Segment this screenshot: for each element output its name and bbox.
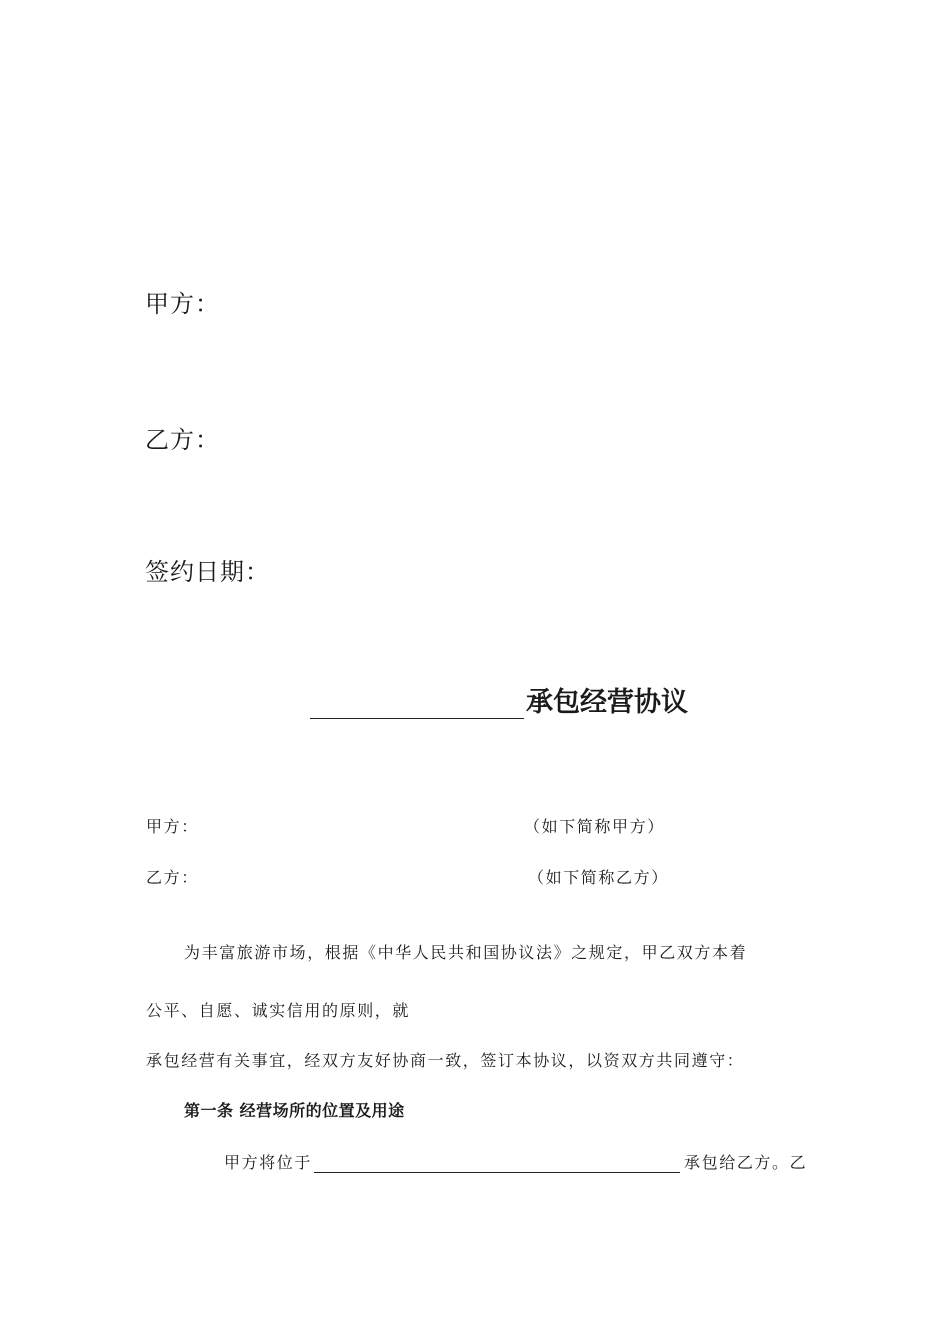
article-1-heading: 第一条 经营场所的位置及用途	[184, 1101, 405, 1120]
intro-line-2: 公平、自愿、诚实信用的原则，就	[146, 1001, 411, 1020]
cover-party-b-label: 乙方：	[145, 426, 220, 454]
article-1-suffix: 承包给乙方。乙	[684, 1153, 808, 1172]
cover-sign-date-label: 签约日期：	[145, 558, 270, 586]
intro-line-1: 为丰富旅游市场，根据《中华人民共和国协议法》之规定，甲乙双方本着	[184, 943, 748, 962]
cover-party-a-label: 甲方：	[145, 290, 220, 318]
agreement-title	[310, 680, 688, 719]
location-fill-line	[314, 1154, 680, 1173]
intro-line-3: 承包经营有关事宜，经双方友好协商一致，签订本协议，以资双方共同遵守：	[146, 1051, 745, 1070]
party-a-label: 甲方：	[146, 817, 199, 836]
party-a-note: （如下简称甲方）	[524, 817, 665, 836]
party-b-note: （如下简称乙方）	[528, 868, 669, 887]
agreement-title-text: 承包经营协议	[526, 687, 688, 718]
title-blank-line	[310, 688, 524, 719]
party-b-label: 乙方：	[146, 868, 199, 887]
article-1-line	[224, 1150, 807, 1173]
article-1-prefix: 甲方将位于	[224, 1153, 313, 1172]
